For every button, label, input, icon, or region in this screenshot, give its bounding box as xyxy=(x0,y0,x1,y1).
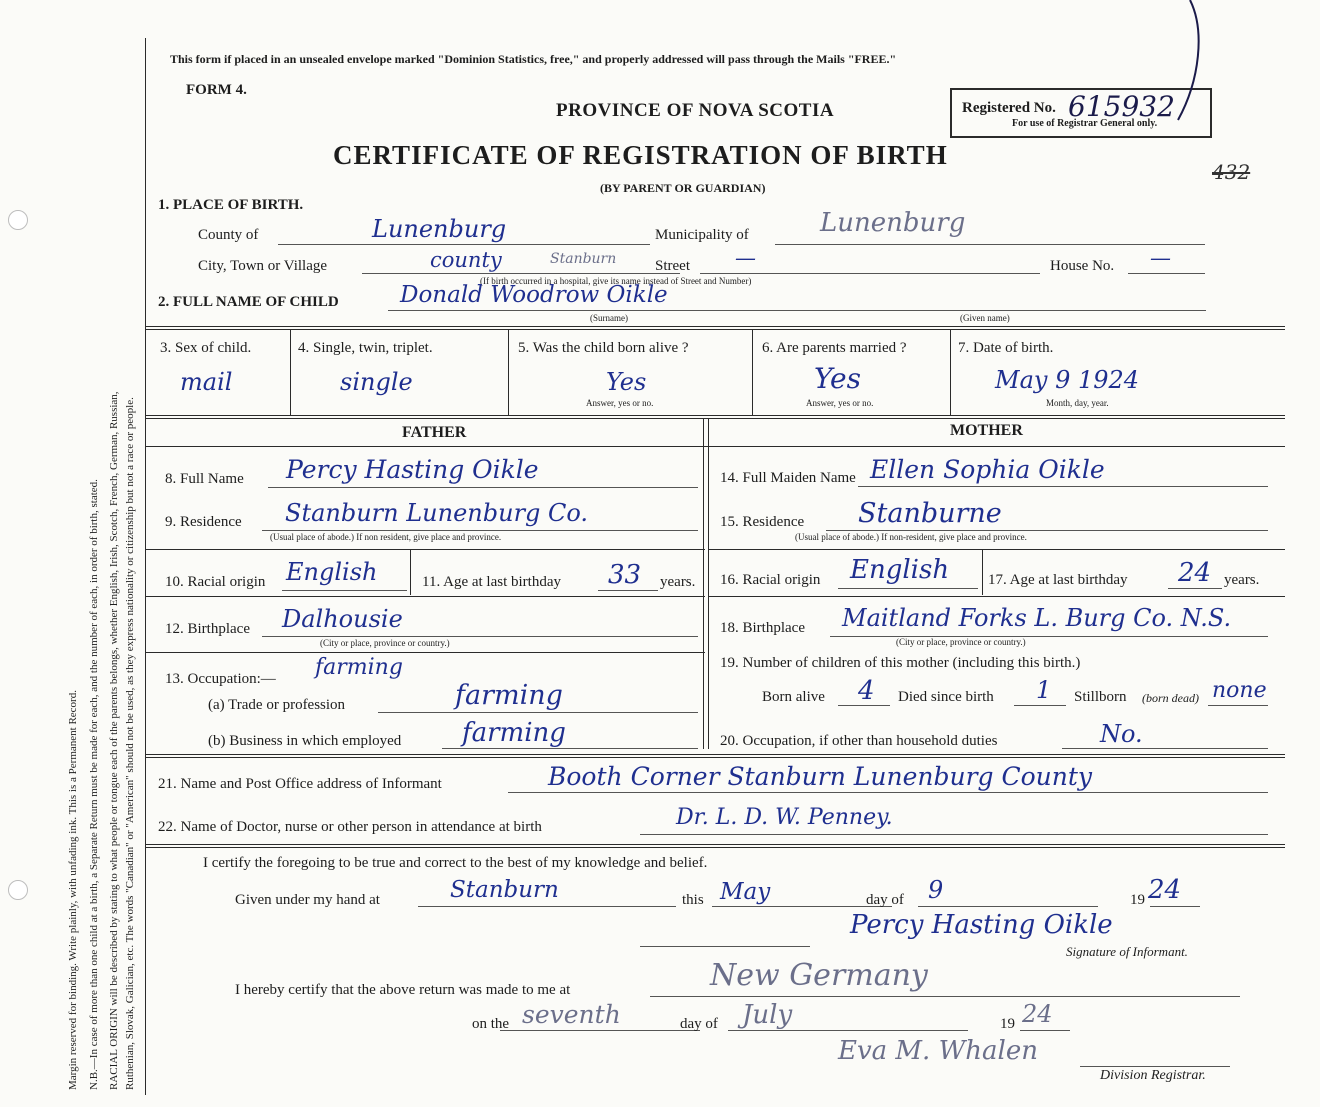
form-number: FORM 4. xyxy=(186,82,247,98)
municipality-value: Lunenburg xyxy=(820,208,966,238)
registrar-use-note: For use of Registrar General only. xyxy=(1012,118,1158,129)
surname-note: (Surname) xyxy=(590,313,628,323)
father-business-label: (b) Business in which employed xyxy=(208,733,402,749)
plurality-value: single xyxy=(340,368,413,396)
this-value: May xyxy=(720,879,771,905)
corner-mark: 432 xyxy=(1212,160,1251,184)
city-extra-value: Stanburn xyxy=(550,251,617,267)
year-prefix: 19 xyxy=(1130,892,1145,908)
given-under-hand-label: Given under my hand at xyxy=(235,892,380,908)
father-trade-value: farming xyxy=(455,680,563,711)
hospital-note: (If birth occurred in a hospital, give its name instead of Street and Number) xyxy=(480,276,752,286)
street-value: — xyxy=(735,246,756,270)
born-alive-count-value: 4 xyxy=(858,676,875,706)
month-value-2: July xyxy=(742,1000,793,1030)
county-value: Lunenburg xyxy=(372,215,507,243)
on-the-value: seventh xyxy=(522,1000,621,1029)
mother-residence-label: 15. Residence xyxy=(720,514,805,530)
date-of-birth-label: 7. Date of birth. xyxy=(958,340,1054,356)
year-prefix-2: 19 xyxy=(1000,1016,1015,1032)
father-trade-label: (a) Trade or profession xyxy=(208,697,346,713)
certify-statement: I certify the foregoing to be true and correct to the best of my knowledge and belief. xyxy=(203,855,708,871)
stillborn-label: Stillborn xyxy=(1074,689,1127,705)
mother-occupation-label: 20. Occupation, if other than household duties xyxy=(720,733,998,749)
born-alive-value: Yes xyxy=(606,368,647,396)
father-occupation-value: farming xyxy=(315,655,403,680)
father-racial-origin-value: English xyxy=(286,558,378,586)
mother-residence-value: Stanburne xyxy=(858,498,1002,529)
stillborn-value: none xyxy=(1212,678,1267,703)
born-alive-count-label: Born alive xyxy=(762,689,825,705)
father-birthplace-value: Dalhousie xyxy=(282,605,403,633)
parents-married-note: Answer, yes or no. xyxy=(806,398,874,408)
father-business-value: farming xyxy=(462,718,566,748)
father-name-label: 8. Full Name xyxy=(165,471,244,487)
house-number-value: — xyxy=(1150,246,1171,270)
mother-racial-origin-label: 16. Racial origin xyxy=(720,572,821,588)
father-name-value: Percy Hasting Oikle xyxy=(286,455,539,484)
margin-note-racial-origin-2: Ruthenian, Slovak, Galician, etc. The words "Canadian" or "American" should not be used, as they express nationality or citizenship but not a race or people. xyxy=(124,397,136,1090)
registered-label: Registered No. xyxy=(962,100,1056,116)
date-of-birth-value: May 9 1924 xyxy=(995,366,1140,394)
informant-value: Booth Corner Stanburn Lunenburg County xyxy=(548,762,1093,791)
father-age-value: 33 xyxy=(608,560,642,590)
doctor-value: Dr. L. D. W. Penney. xyxy=(676,805,893,830)
city-label: City, Town or Village xyxy=(198,258,328,274)
mother-name-label: 14. Full Maiden Name xyxy=(720,470,856,486)
informant-label: 21. Name and Post Office address of Informant xyxy=(158,776,442,792)
mother-birthplace-note: (City or place, province or country.) xyxy=(896,637,1026,647)
father-birthplace-note: (City or place, province or country.) xyxy=(320,638,450,648)
mother-years-label: years. xyxy=(1224,572,1260,588)
died-since-birth-value: 1 xyxy=(1036,676,1052,704)
day-of-label: day of xyxy=(866,892,904,908)
doctor-label: 22. Name of Doctor, nurse or other person in attendance at birth xyxy=(158,819,542,835)
mother-name-value: Ellen Sophia Oikle xyxy=(870,455,1105,484)
province-heading: PROVINCE OF NOVA SCOTIA xyxy=(556,100,835,121)
father-racial-origin-label: 10. Racial origin xyxy=(165,574,266,590)
mother-children-label: 19. Number of children of this mother (including this birth.) xyxy=(720,655,1081,671)
father-residence-label: 9. Residence xyxy=(165,514,242,530)
sex-value: mail xyxy=(180,368,233,396)
mother-racial-origin-value: English xyxy=(850,555,950,585)
day-of-label-2: day of xyxy=(680,1016,718,1032)
margin-note-multiple-births: N.B.—In case of more than one child at a birth, a Separate Return must be made for each, and the number of each, in order of birth, stated. xyxy=(88,479,100,1090)
mother-residence-note: (Usual place of abode.) If non-resident, give place and province. xyxy=(795,532,1027,542)
on-the-label: on the xyxy=(472,1016,510,1032)
father-heading: FATHER xyxy=(402,424,467,441)
city-value: county xyxy=(430,248,502,272)
informant-signature: Percy Hasting Oikle xyxy=(850,910,1113,940)
margin-note-binding: Margin reserved for binding. Write plainly, with unfading ink. This is a Permanent Record. xyxy=(67,690,79,1090)
father-residence-note: (Usual place of abode.) If non resident, give place and province. xyxy=(270,532,502,542)
born-alive-note: Answer, yes or no. xyxy=(586,398,654,408)
county-label: County of xyxy=(198,227,259,243)
pen-stroke xyxy=(1150,0,1220,130)
father-residence-value: Stanburn Lunenburg Co. xyxy=(285,499,589,527)
parents-married-label: 6. Are parents married ? xyxy=(762,340,907,356)
parents-married-value: Yes xyxy=(814,362,861,395)
certificate-subtitle: (BY PARENT OR GUARDIAN) xyxy=(600,181,766,195)
this-label: this xyxy=(682,892,704,908)
street-label: Street xyxy=(655,258,690,274)
date-of-birth-note: Month, day, year. xyxy=(1046,398,1109,408)
mother-birthplace-value: Maitland Forks L. Burg Co. N.S. xyxy=(842,604,1232,632)
child-name-label: 2. FULL NAME OF CHILD xyxy=(158,294,339,310)
division-registrar-label: Division Registrar. xyxy=(1100,1068,1206,1083)
stillborn-note: (born dead) xyxy=(1142,691,1199,705)
mail-notice: This form if placed in an unsealed envelope marked "Dominion Statistics, free," and properly addressed will pass through the Mails "FREE." xyxy=(170,52,897,66)
given-place-value: Stanburn xyxy=(450,877,559,903)
registrar-statement: I hereby certify that the above return was made to me at xyxy=(235,982,571,998)
signature-of-informant-label: Signature of Informant. xyxy=(1066,944,1188,959)
registered-number: 615932 xyxy=(1068,90,1175,123)
mother-heading: MOTHER xyxy=(950,422,1023,439)
given-name-note: (Given name) xyxy=(960,313,1010,323)
born-alive-label: 5. Was the child born alive ? xyxy=(518,340,689,356)
registrar-signature: Eva M. Whalen xyxy=(838,1036,1039,1066)
mother-birthplace-label: 18. Birthplace xyxy=(720,620,805,636)
father-birthplace-label: 12. Birthplace xyxy=(165,621,250,637)
sex-label: 3. Sex of child. xyxy=(160,340,252,356)
municipality-label: Municipality of xyxy=(655,227,749,243)
certificate-title: CERTIFICATE OF REGISTRATION OF BIRTH xyxy=(333,140,948,170)
plurality-label: 4. Single, twin, triplet. xyxy=(298,340,433,356)
father-age-label: 11. Age at last birthday xyxy=(422,574,561,590)
place-of-birth-label: 1. PLACE OF BIRTH. xyxy=(158,197,304,213)
child-name-value: Donald Woodrow Oikle xyxy=(400,282,668,308)
father-occupation-label: 13. Occupation:— xyxy=(165,671,276,687)
registrar-place-value: New Germany xyxy=(710,958,928,993)
day-value: 9 xyxy=(928,876,944,904)
mother-age-label: 17. Age at last birthday xyxy=(988,572,1128,588)
mother-age-value: 24 xyxy=(1178,558,1212,588)
mother-occupation-value: No. xyxy=(1100,720,1143,748)
father-years-label: years. xyxy=(660,574,696,590)
died-since-birth-label: Died since birth xyxy=(898,689,994,705)
margin-note-racial-origin: RACIAL ORIGIN will be described by stating to what people or tongue each of the parents belongs, whether English, Irish, Scotch, French, German, Russian, xyxy=(108,391,120,1090)
punch-hole xyxy=(8,210,28,230)
year-value-2: 24 xyxy=(1022,1000,1053,1028)
punch-hole xyxy=(8,880,28,900)
year-value: 24 xyxy=(1148,875,1182,905)
house-number-label: House No. xyxy=(1050,258,1115,274)
